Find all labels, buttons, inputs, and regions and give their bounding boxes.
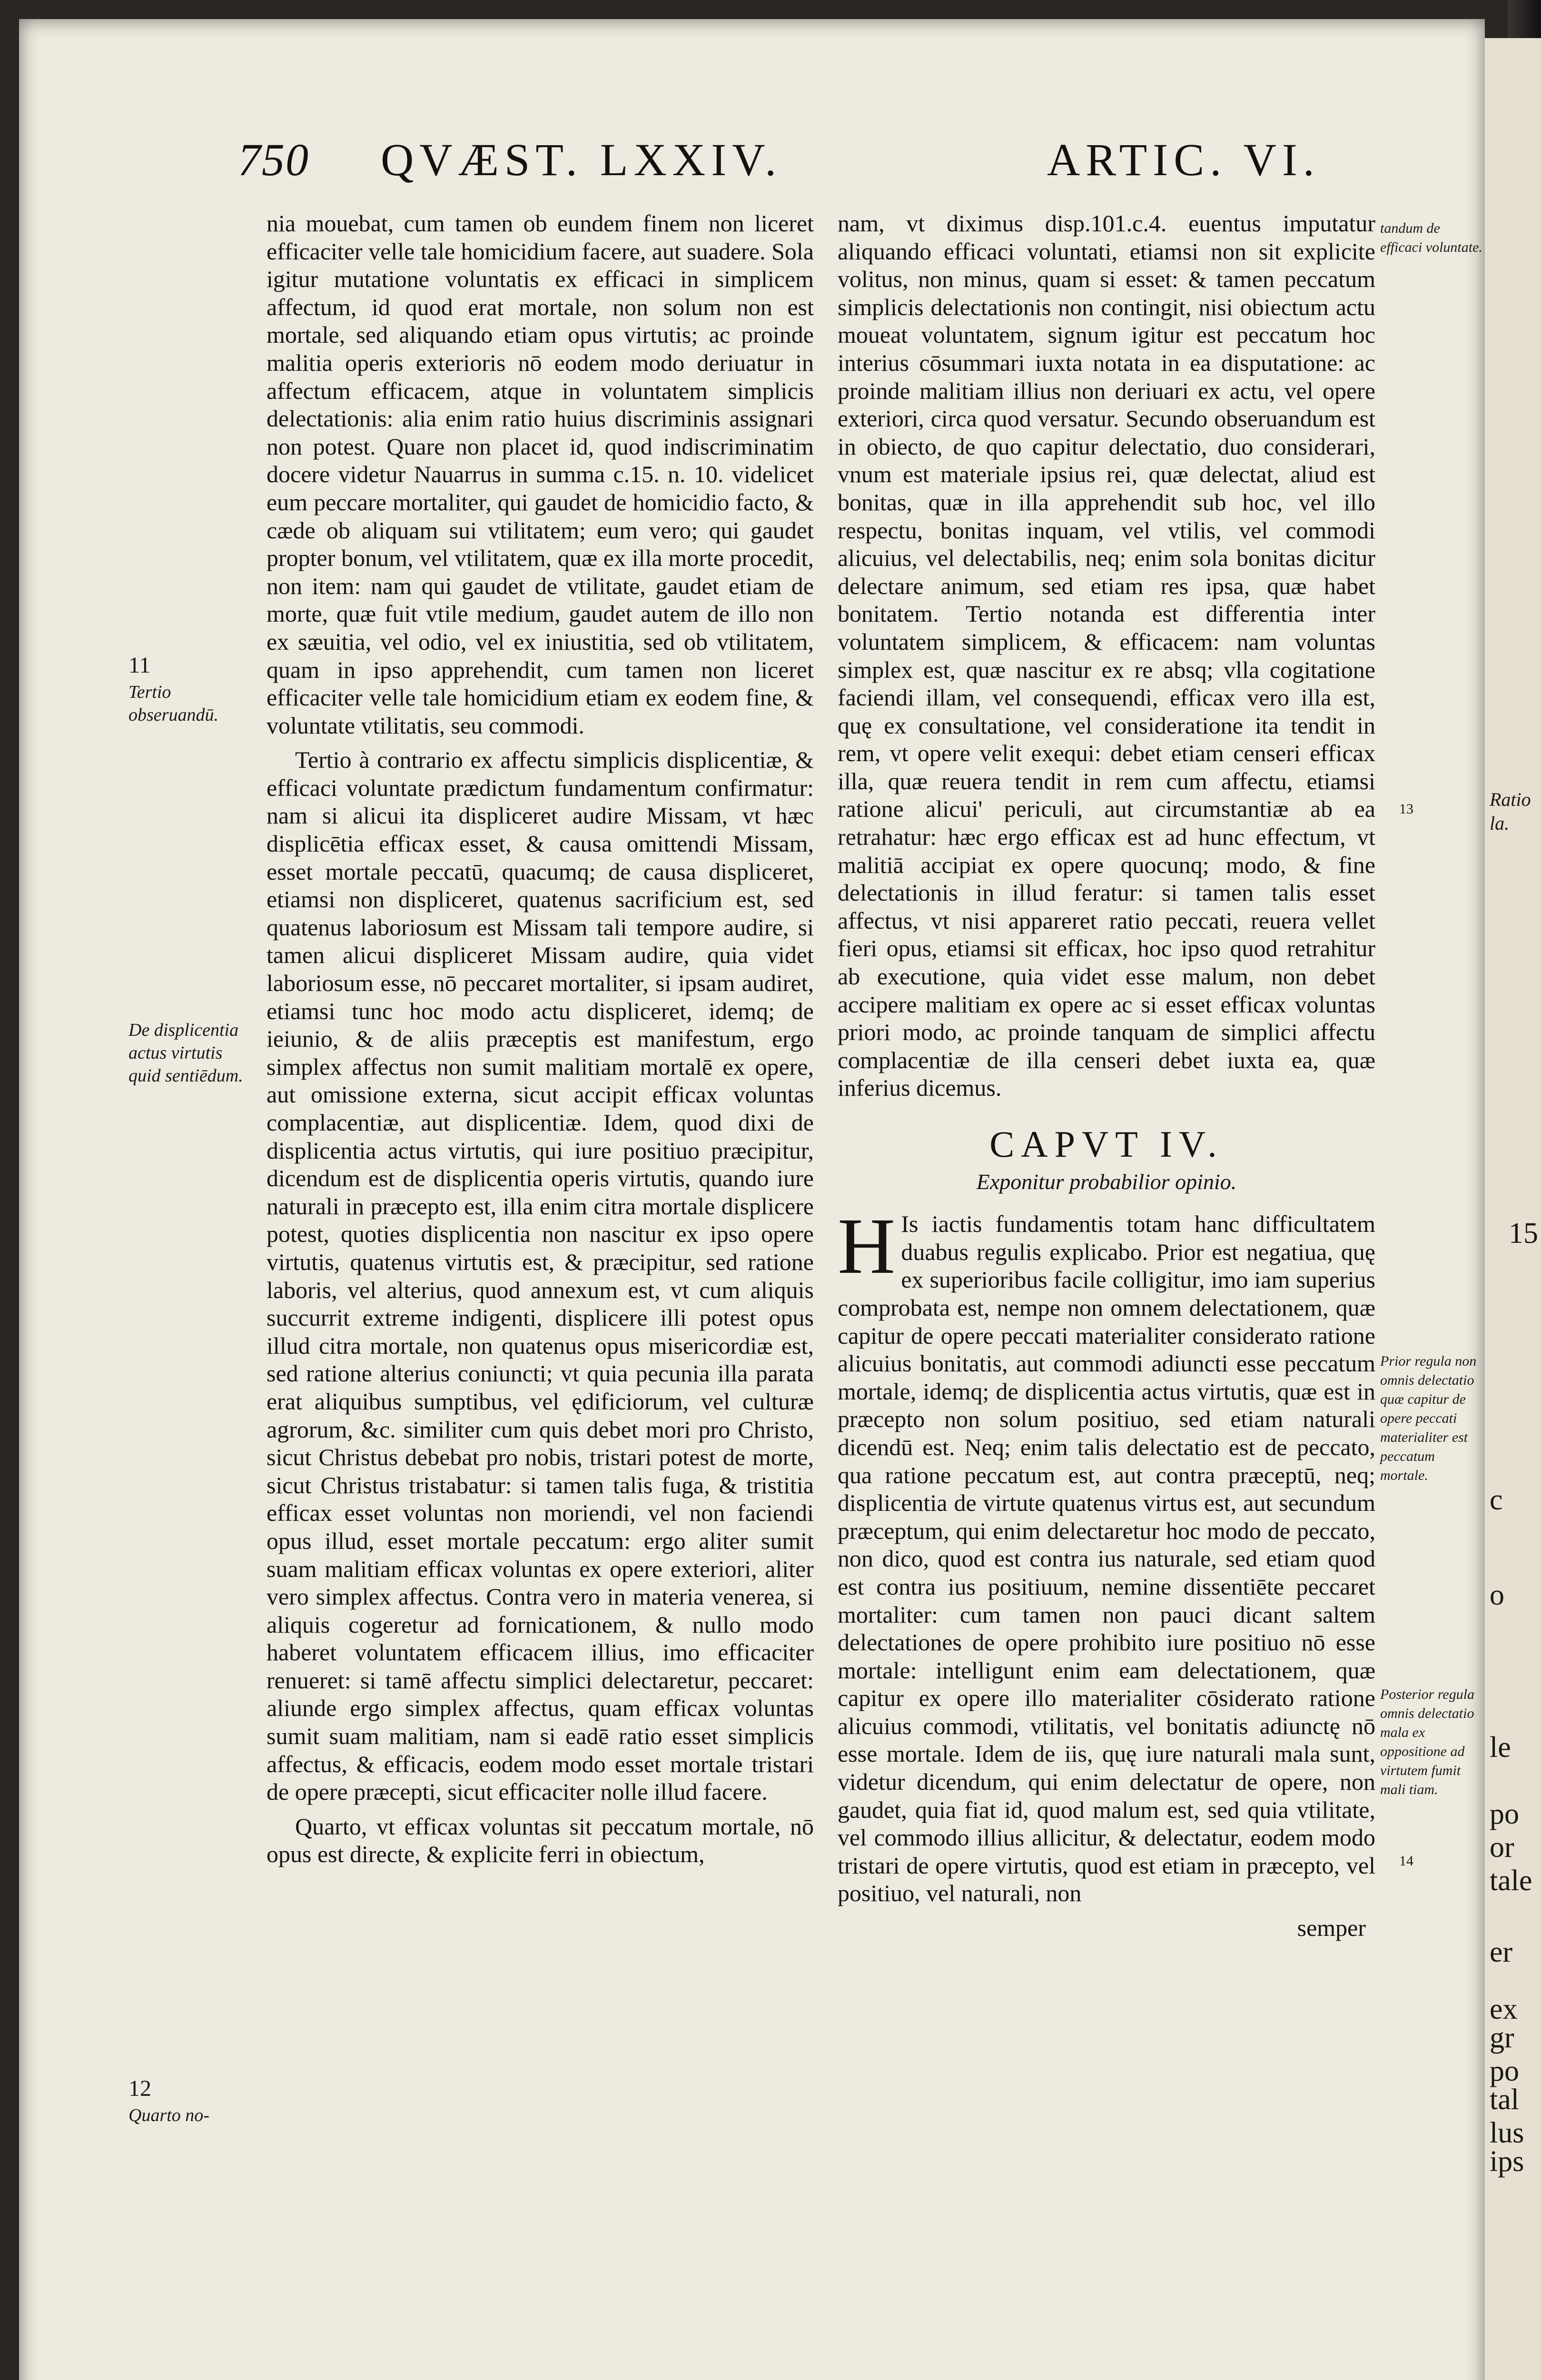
facing-fragment: tal [1490, 2083, 1519, 2116]
catchword: semper [1297, 1914, 1366, 1942]
margin-note-displicentia: De displicentia actus virtutis quid sentiēdum. [128, 1020, 243, 1086]
margin-number-12: 12 [128, 2076, 151, 2101]
right-column [838, 209, 1375, 2380]
margin-note-tertio: Tertio obseruandū. [128, 682, 218, 725]
facing-fragment: le [1490, 1731, 1511, 1764]
paragraph [838, 1202, 1375, 1907]
facing-fragment: ips [1490, 2145, 1524, 2178]
facing-fragment: Ratio [1490, 789, 1531, 810]
margin-number-13: 13 [1399, 801, 1413, 817]
paragraph: Tertio à contrario ex affectu simplicis displicentiæ, & efficaci voluntate prædictum fundamentum confirmatur: nam si alicui ita displiceret audire Missam, vt hæc displicētia efficax esset, & causa omittendi Missam, esset mortale peccatū, quacumq; de causa displiceret, etiamsi non displiceret, quatenus sacrificium est, sed quatenus laboriosum est Missam tali tempore audire, si tamen alicui displiceret Missam audire, quia videt laboriosum esse, nō peccaret mortaliter, si ipsam audiret, etiamsi tunc hoc modo actu displiceret, idemq; de ieiunio, & de aliis præceptis est manifestum, ergo simplex affectus non sumit malitiam mortalē ex opere, aut omissione externa, sicut accipit efficax voluntas complacentiæ, aut displicentiæ. Idem, quod dixi de displicentia actus virtutis, qui iure positiuo præcipitur, dicendum est de displicentia operis virtutis, quando iure naturali in præcepto est, illa enim citra mortale displicere potest, quoties displicentia non nascitur ex ipso opere virtutis, quatenus virtutis est, & præcipitur, sed ratione laboris, vel alterius, quod annexum est, vt cum aliquis succurrit extreme indigenti, displicere illi potest opus illud citra mortale, non quatenus opus misericordiæ est, sed ratione alterius coniuncti; vt quia pecunia illa parata erat aliquibus sumptibus, vel ędificiorum, vel culturæ agrorum, &c. similiter cum quis debet mori pro Christo, sicut Christus debebat pro nobis, tristari potest de morte, sicut Christus tristabatur: si tamen talis fuga, & tristitia efficax esset voluntas non moriendi, vel non faciendi opus illud, esset mortale peccatum: ergo aliter sumit suam malitiam efficax voluntas ex opere exteriori, aliter vero simplex affectus. Contra vero in materia venerea, si aliquis cogeretur ad fornicationem, & nullo modo haberet voluntatem efficacem illius, imo efficaciter renueret: si tamē affectu simplici delectaretur, peccaret: aliunde ergo simplex affectus, quam efficax voluntas sumit suam malitiam, nam si eadē ratio esset simplicis affectus, & efficacis, eodem modo esset mortale tristari de opere præcepti, sicut efficaciter nolle illud facere. [267, 746, 814, 1805]
margin-number-14: 14 [1399, 1853, 1413, 1869]
margin-note-posterior-regula: Posterior regula omnis delectatio mala ex oppositione ad virtutem fumit mali tiam. [1380, 1686, 1475, 1797]
book-page [19, 19, 1485, 2380]
chapter-title: CAPVT IV. [989, 1123, 1224, 1165]
facing-fragment: po [1490, 1798, 1519, 1830]
running-head [238, 133, 1328, 186]
facing-fragment: o [1490, 1579, 1504, 1611]
facing-fragment: gr [1490, 2022, 1514, 2054]
margin-note-prior-regula: Prior regula non omnis delectatio quæ capitur de opere peccati materialiter est peccatum mortale. [1380, 1353, 1477, 1483]
chapter-subtitle: Exponitur probabilior opinio. [976, 1169, 1237, 1194]
left-column [267, 209, 814, 2380]
facing-fragment: tale [1490, 1864, 1532, 1897]
margin-note-efficaci: tandum de efficaci voluntate. [1380, 220, 1482, 255]
facing-fragment: ex [1490, 1993, 1518, 2025]
facing-fragment: or [1490, 1831, 1514, 1864]
facing-fragment: lus [1490, 2117, 1524, 2149]
facing-fragment: po [1490, 2055, 1519, 2087]
facing-fragment: c [1490, 1484, 1503, 1516]
facing-page-edge [1485, 38, 1541, 2380]
paragraph: Quarto, vt efficax voluntas sit peccatum mortale, nō opus est directe, & explicite ferri in obiectum, [267, 1813, 814, 1868]
paragraph-text: Is iactis fundamentis totam hanc difficultatem duabus regulis explicabo. Prior est negatiua, quę ex superioribus facile colligitur, imo iam superius comprobata est, nempe non omnem delectationem, quæ capitur de opere peccati materialiter considerato ratione alicuius bonitatis, aut commodi adiuncti esse peccatum mortale, idemq; de displicentia actus virtutis, quæ est in præcepto non solum positiuo, sed etiam naturali dicendū est. Neq; enim talis delectatio est de peccato, qua ratione peccatum est, aut contra præceptū, neq; displicentia de virtute quatenus virtus est, aut secundum præceptum, qui enim delectaretur hoc modo de peccato, non dico, quod est contra ius naturale, sed etiam quod est contra ius positiuum, nemine dissentiēte peccaret mortaliter: cum tamen non pauci dicant saltem delectationes de opere prohibito iure positiuo nō esse mortale: intelligunt enim eam delectationem, quæ capitur ex opere illo materialiter cōsiderato ratione alicuius commodi, vtilitatis, vel bonitatis adiunctę nō esse mortale. Idem de iis, quę iure naturali mala sunt, videtur dicendum, qui enim delectatur de opere, non gaudet, quia fiat id, quod malum est, sed quia vtilitate, vel commodo illius allicitur, & delectatur, eodem modo tristari de opere virtutis, quod est etiam in præcepto, vel positiuo, vel naturali, non [838, 1210, 1375, 1907]
page-number: 750 [238, 134, 309, 185]
paragraph: nia mouebat, cum tamen ob eundem finem non liceret efficaciter velle tale homicidium facere, aut suadere. Sola igitur mutatione voluntatis ex efficaci in simplicem affectum, id quod erat mortale, non solum non est mortale, sed aliquando etiam opus virtutis; ac proinde malitia operis exterioris nō eodem modo deriuatur in affectum efficacem, atque in voluntatem simplicis delectationis: alia enim ratio huius discriminis assignari non potest. Quare non placet id, quod indiscriminatim docere videtur Nauarrus in summa c.15. n. 10. videlicet eum peccare mortaliter, qui gaudet de homicidio facto, & cæde ob aliquam sui vtilitatem; eum vero; qui gaudet propter bonum, vel vtilitatem, quæ ex illa morte procedit, non item: nam qui gaudet de vtilitate, gaudet etiam de morte, quæ fuit vtile medium, gaudet autem de illo non ex sæuitia, vel odio, vel ex iniustitia, sed ob vtilitatem, quam in ipso apprehendit, cum tamen non liceret efficaciter velle tale homicidium etiam ex eodem fine, & voluntate vtilitatis, seu commodi. [267, 210, 814, 739]
paragraph: nam, vt diximus disp.101.c.4. euentus imputatur aliquando efficaci voluntati, etiamsi non sit explicite volitus, non minus, quam si esset: & tamen peccatum simplicis delectationis non contingit, nisi obiectum actu moueat voluntatem, signum igitur est peccatum hoc interius cōsummari iuxta notata in ea disputatione: ac proinde malitiam illius non deriuari ex actu, vel opere exteriori, circa quod versatur. Secundo obseruandum est in obiecto, de quo capitur delectatio, duo considerari, vnum est materiale ipsius rei, quæ delectat, aliud est bonitas, quæ in illa apprehendit sub hoc, vel illo respectu, bonitas inquam, vel vtilis, vel commodi alicuius, vel delectabilis, neq; enim sola bonitas dicitur delectare animum, sed etiam res ipsa, quæ habet bonitatem. Tertio notanda est differentia inter voluntatem simplicem, & efficacem: nam voluntas simplex est, quæ nascitur ex re absq; vlla cogitatione faciendi illam, vel consequendi, efficax vero illa est, quę ex consultatione, vel consideratione ita tendit in rem, vt opere velit exequi: debet etiam censeri efficax illa, quæ reuera tendit in rem cum affectu, etiamsi ratione alicui' periculi, aut circumstantiæ ab ea retrahatur: hæc ergo efficax est ad hunc effectum, vt malitiā accipiat ex opere quocunq; modo, & fine delectationis in illud feratur: si tamen talis esset affectus, vt nisi appareret ratio peccati, reuera vellet fieri opus, etiamsi sit efficax, hoc ipso quod retrahitur ab executione, quia videt esse malum, non debet accipere malitiam ex opere ac si esset efficax voluntas priori modo, ac proinde tanquam de simplici affectu complacentiæ de illa censeri debet iuxta ea, quæ inferius dicemus. [838, 210, 1375, 1101]
drop-cap: H [838, 1202, 896, 1291]
facing-fragment: la. [1490, 813, 1510, 834]
margin-number-11: 11 [128, 653, 151, 678]
article-heading: ARTIC. VI. [1047, 134, 1320, 185]
question-heading: QVÆST. LXXIV. [381, 134, 782, 185]
facing-number-15: 15 [1509, 1217, 1538, 1250]
margin-note-quarto: Quarto no- [128, 2105, 209, 2125]
facing-fragment: er [1490, 1936, 1513, 1968]
